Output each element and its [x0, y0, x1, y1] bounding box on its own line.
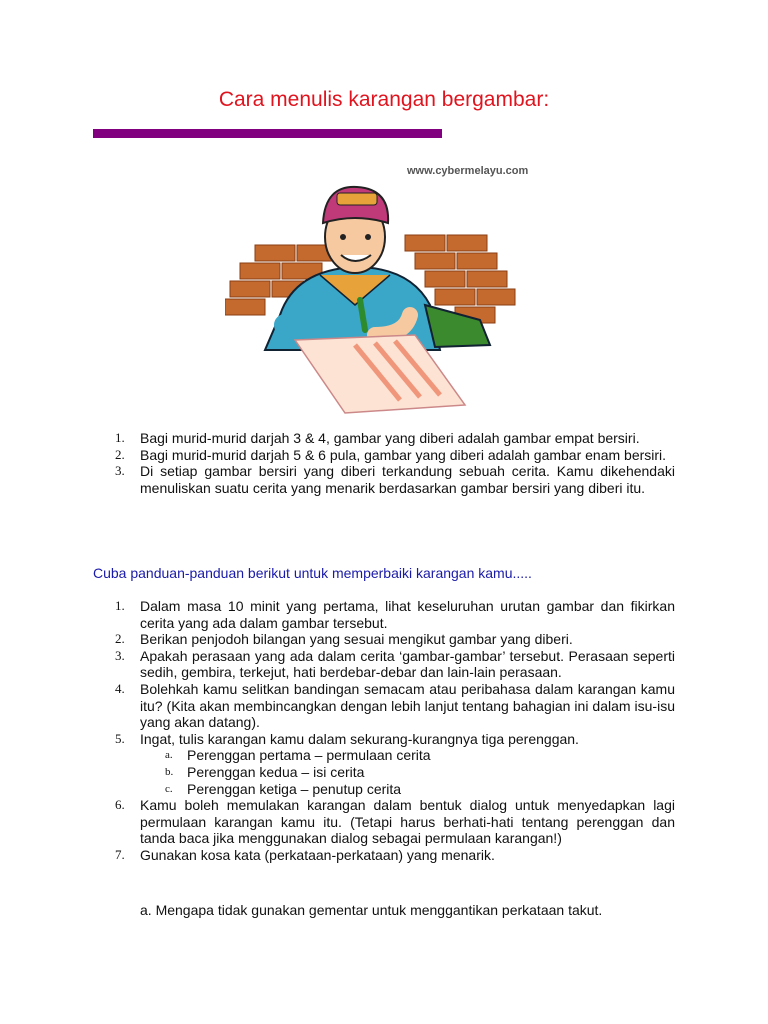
sub-list-item — [140, 764, 675, 781]
list-item — [93, 681, 675, 731]
list-item — [93, 731, 675, 797]
list-item-text: Bolehkah kamu selitkan bandingan semacam atau peribahasa dalam karangan kamu itu? (Kita akan membincangkan dengan lebih lanjut tentang bahagian ini dalam isu-isu yang akan datang). — [140, 680, 675, 731]
page-title: Cara menulis karangan bergambar: — [218, 88, 550, 111]
list-item-text: Bagi murid-murid darjah 5 & 6 pula, gambar yang diberi adalah gambar enam bersiri. — [140, 446, 667, 463]
sub-list-text: Perenggan pertama – permulaan cerita — [187, 747, 431, 764]
guide-intro: Cuba panduan-panduan berikut untuk memperbaiki karangan kamu..... — [93, 565, 532, 581]
list-item-text: Dalam masa 10 minit yang pertama, lihat keseluruhan urutan gambar dan fikirkan cerita yang ada dalam gambar tersebut. — [140, 598, 675, 631]
list-marker: 2. — [115, 446, 125, 462]
list-item — [93, 797, 675, 847]
list-marker: 2. — [115, 631, 125, 647]
list-marker: 1. — [115, 598, 125, 613]
extra-note: a. Mengapa tidak gunakan gementar untuk menggantikan perkataan takut. — [140, 902, 603, 918]
list-item — [93, 648, 675, 681]
list-item — [93, 430, 675, 447]
list-item-text: Berikan penjodoh bilangan yang sesuai mengikut gambar yang diberi. — [140, 631, 573, 648]
intro-list — [93, 430, 675, 496]
list-marker: 1. — [115, 430, 125, 445]
sub-list-item — [140, 747, 675, 764]
list-item — [93, 463, 675, 496]
sub-list — [140, 747, 675, 797]
list-item-text: Ingat, tulis karangan kamu dalam sekurang-kurangnya tiga perenggan. — [140, 730, 579, 747]
title-underline-bar — [93, 129, 442, 138]
list-marker: 5. — [115, 730, 125, 746]
list-item — [93, 598, 675, 631]
list-marker: 7. — [115, 846, 125, 862]
sub-list-text: Perenggan ketiga – penutup cerita — [187, 780, 402, 797]
sub-list-marker: b. — [165, 765, 174, 778]
list-marker: 4. — [115, 680, 125, 696]
list-marker: 6. — [115, 797, 125, 813]
boy-writing-illustration — [225, 175, 520, 415]
sub-list-marker: c. — [165, 782, 173, 795]
sub-list-marker: a. — [165, 749, 173, 762]
list-item-text: Apakah perasaan yang ada dalam cerita ‘gambar-gambar’ tersebut. Perasaan seperti sedih, gembira, terkejut, hati berdebar-debar dan lain-lain perasaan. — [140, 647, 675, 681]
guide-list — [93, 598, 675, 864]
list-item-text: Gunakan kosa kata (perkataan-perkataan) yang menarik. — [140, 846, 495, 863]
list-item — [93, 447, 675, 464]
list-item-text: Kamu boleh memulakan karangan dalam bentuk dialog untuk menyedapkan lagi permulaan karangan kamu itu. (Tetapi harus berhati-hati tentang perenggan dan tanda baca jika menggunakan dialog sebagai permulaan karangan!) — [140, 797, 675, 847]
watermark-text: www.cybermelayu.com — [407, 165, 529, 177]
list-item — [93, 847, 675, 864]
list-item — [93, 631, 675, 648]
list-marker: 3. — [115, 463, 125, 479]
sub-list-item — [140, 781, 675, 798]
list-item-text: Di setiap gambar bersiri yang diberi terkandung sebuah cerita. Kamu dikehendaki menuliskan suatu cerita yang menarik berdasarkan gambar bersiri yang diberi itu. — [140, 463, 675, 496]
sub-list-text: Perenggan kedua – isi cerita — [187, 763, 365, 780]
list-marker: 3. — [115, 647, 125, 663]
list-item-text: Bagi murid-murid darjah 3 & 4, gambar yang diberi adalah gambar empat bersiri. — [140, 430, 640, 446]
